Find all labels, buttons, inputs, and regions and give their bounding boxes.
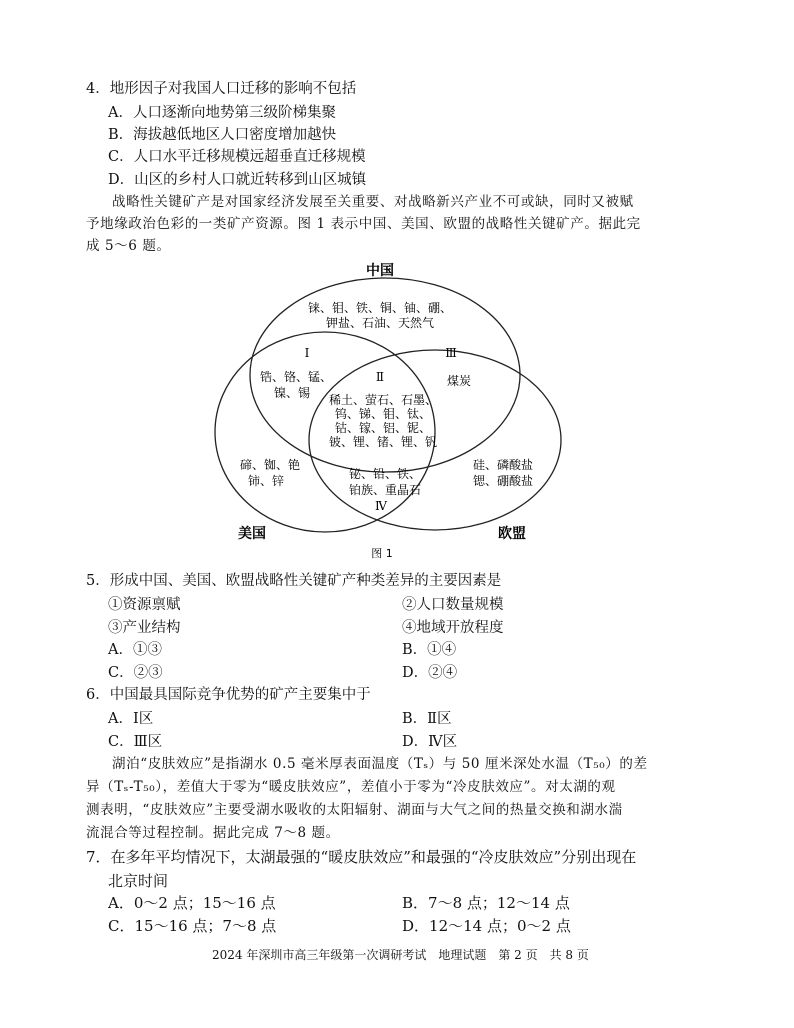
region-iv-line1: 铋、铅、铁、 (348, 467, 422, 481)
passage2-line3: 测表明，“皮肤效应”主要受湖水吸收的太阳辐射、湖面与大气之间的热量交换和湖水湍 (86, 802, 623, 818)
region-ii-line1: 稀土、萤石、石墨、 (328, 393, 438, 407)
q5-option-a: A．①③ (108, 642, 162, 658)
region-i-line1: 锆、铬、锰、 (259, 370, 333, 384)
region-ii-line2: 钨、锑、钼、钛、 (334, 407, 432, 421)
q7-option-b: B．7～8 点；12～14 点 (402, 894, 570, 912)
eu-only-line2: 锶、硼酸盐 (472, 474, 534, 488)
q7-option-d: D．12～14 点；0～2 点 (402, 917, 571, 935)
q5-item-3: ③产业结构 (108, 620, 181, 636)
figure-caption: 图 1 (371, 547, 393, 560)
q6-option-c: C．Ⅲ区 (108, 734, 163, 750)
passage2-line2: 异（Tₛ-T₅₀），差值大于零为“暖皮肤效应”，差值小于零为“冷皮肤效应”。对太湖的观 (86, 779, 616, 795)
passage2-line4: 流混合等过程控制。据此完成 7～8 题。 (86, 825, 340, 841)
usa-only-line1: 碲、铷、铯 (239, 458, 301, 472)
q6-option-d: D．Ⅳ区 (402, 734, 458, 750)
passage1-line3: 成 5～6 题。 (86, 238, 171, 254)
region-i-line2: 镍、锡 (273, 386, 311, 400)
q4-stem: 4．地形因子对我国人口迁移的影响不包括 (86, 81, 357, 97)
passage1-line2: 予地缘政治色彩的一类矿产资源。图 1 表示中国、美国、欧盟的战略性关键矿产。据此完 (86, 216, 641, 232)
passage2-line1: 湖泊“皮肤效应”是指湖水 0.5 毫米厚表面温度（Tₛ）与 50 厘米深处水温（T₅₀）的差 (112, 756, 648, 772)
q5-item-1: ①资源禀赋 (108, 597, 181, 613)
label-usa: 美国 (238, 526, 266, 542)
region-ii-label: Ⅱ (375, 370, 385, 384)
eu-only-line1: 硅、磷酸盐 (472, 458, 534, 472)
q5-item-4: ④地域开放程度 (402, 620, 504, 636)
q5-stem: 5．形成中国、美国、欧盟战略性关键矿产种类差异的主要因素是 (86, 573, 502, 589)
q4-option-d: D．山区的乡村人口就近转移到山区城镇 (108, 172, 367, 188)
china-only-line2: 钾盐、石油、天然气 (325, 316, 435, 330)
q6-option-b: B．Ⅱ区 (402, 711, 452, 727)
region-ii-line3: 钴、镓、铝、铌、 (334, 421, 432, 435)
q6-option-a: A．Ⅰ区 (108, 711, 154, 727)
q5-option-d: D．②④ (402, 665, 458, 681)
region-iv-line2: 铂族、重晶石 (348, 483, 422, 497)
region-ii-line4: 铍、锂、锗、锂、钒 (328, 435, 438, 449)
q7-stem-line2: 北京时间 (108, 872, 169, 890)
q7-stem-line1: 7．在多年平均情况下，太湖最强的“暖皮肤效应”和最强的“冷皮肤效应”分别出现在 (86, 848, 637, 866)
q4-option-c: C．人口水平迁移规模远超垂直迁移规模 (108, 149, 366, 165)
region-iv-label: Ⅳ (375, 499, 387, 513)
label-china: 中国 (366, 263, 394, 279)
q5-option-c: C．②③ (108, 665, 163, 681)
label-eu: 欧盟 (498, 526, 526, 542)
usa-only-line2: 铈、锌 (247, 474, 285, 488)
q4-option-a: A．人口逐渐向地势第三级阶梯集聚 (108, 105, 336, 121)
q7-option-a: A．0～2 点；15～16 点 (108, 894, 276, 912)
region-iii-label: Ⅲ (445, 346, 457, 360)
region-i-label: Ⅰ (304, 346, 310, 360)
q4-option-b: B．海拔越低地区人口密度增加越快 (108, 127, 337, 143)
q5-option-b: B．①④ (402, 642, 457, 658)
passage1-line1: 战略性关键矿产是对国家经济发展至关重要、对战略新兴产业不可或缺，同时又被赋 (112, 194, 634, 210)
q7-option-c: C．15～16 点；7～8 点 (108, 917, 277, 935)
q5-item-2: ②人口数量规模 (402, 597, 504, 613)
page-footer: 2024 年深圳市高三年级第一次调研考试 地理试题 第 2 页 共 8 页 (212, 948, 589, 962)
q6-stem: 6．中国最具国际竞争优势的矿产主要集中于 (86, 687, 371, 703)
region-iii-line1: 煤炭 (446, 374, 472, 388)
china-only-line1: 铼、钼、铁、铜、铀、硼、 (307, 301, 453, 315)
